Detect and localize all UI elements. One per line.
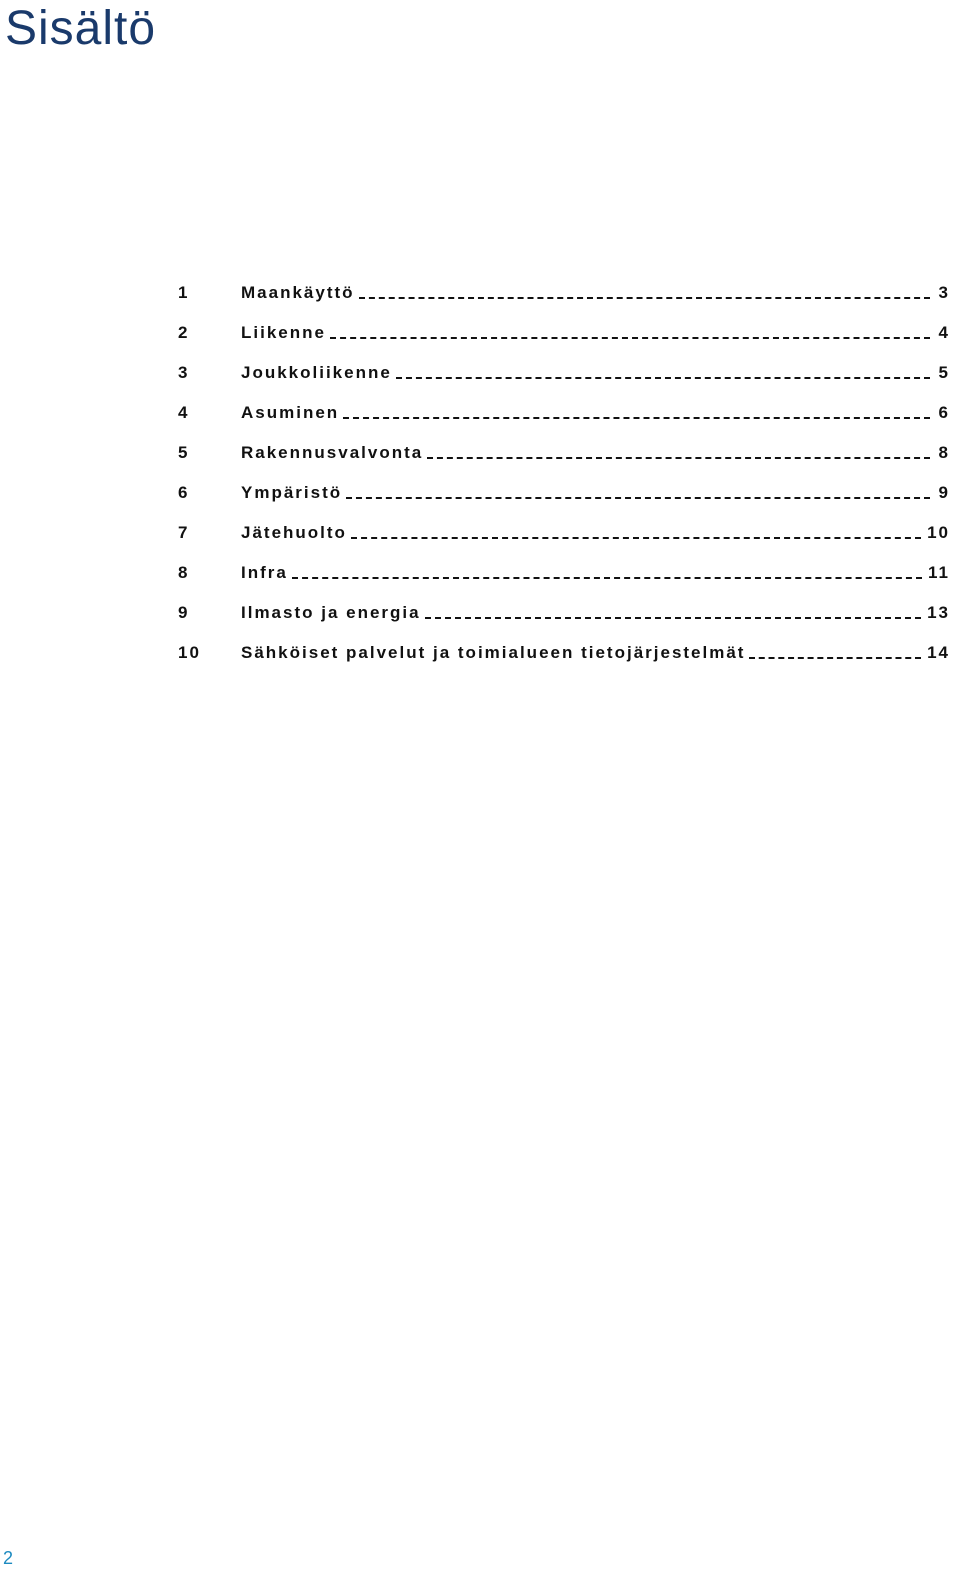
toc-number: 10 — [178, 643, 201, 662]
toc-page: 14 — [927, 643, 950, 662]
toc-row[interactable] — [178, 583, 950, 623]
toc-leader — [330, 337, 930, 339]
toc-label: Sähköiset palvelut ja toimialueen tietojärjestelmät — [241, 643, 746, 662]
toc-page: 3 — [938, 283, 950, 302]
toc-page: 13 — [927, 603, 950, 622]
toc-page: 4 — [938, 323, 950, 342]
toc-label: Ympäristö — [241, 483, 343, 502]
toc-leader — [351, 537, 921, 539]
toc-leader — [359, 297, 930, 299]
toc-page: 9 — [938, 483, 950, 502]
toc-leader — [396, 377, 930, 379]
toc-row[interactable] — [178, 463, 950, 503]
toc-leader — [346, 497, 930, 499]
page-title: Sisältö — [5, 2, 157, 55]
toc-number: 9 — [178, 603, 190, 622]
toc-row[interactable] — [178, 623, 950, 663]
toc-label: Joukkoliikenne — [241, 363, 392, 382]
toc-number: 7 — [178, 523, 190, 542]
toc-row[interactable] — [178, 303, 950, 343]
table-of-contents — [178, 263, 950, 663]
toc-label: Maankäyttö — [241, 283, 355, 302]
toc-row[interactable] — [178, 263, 950, 303]
toc-page: 6 — [938, 403, 950, 422]
toc-number: 2 — [178, 323, 190, 342]
toc-row[interactable] — [178, 383, 950, 423]
footer-page-number: 2 — [3, 1548, 14, 1568]
toc-leader — [343, 417, 930, 419]
toc-number: 4 — [178, 403, 190, 422]
toc-page: 10 — [927, 523, 950, 542]
toc-label: Infra — [241, 563, 288, 582]
toc-page: 8 — [938, 443, 950, 462]
toc-label: Rakennusvalvonta — [241, 443, 424, 462]
toc-label: Asuminen — [241, 403, 340, 422]
toc-number: 6 — [178, 483, 190, 502]
toc-number: 5 — [178, 443, 190, 462]
toc-leader — [425, 617, 921, 619]
toc-page: 5 — [938, 363, 950, 382]
toc-number: 3 — [178, 363, 190, 382]
toc-leader — [292, 577, 922, 579]
toc-label: Jätehuolto — [241, 523, 347, 542]
toc-number: 1 — [178, 283, 190, 302]
toc-number: 8 — [178, 563, 190, 582]
toc-label: Ilmasto ja energia — [241, 603, 421, 622]
toc-row[interactable] — [178, 423, 950, 463]
toc-row[interactable] — [178, 543, 950, 583]
toc-row[interactable] — [178, 343, 950, 383]
toc-label: Liikenne — [241, 323, 326, 342]
toc-leader — [749, 657, 921, 659]
toc-leader — [427, 457, 930, 459]
toc-row[interactable] — [178, 503, 950, 543]
toc-page: 11 — [928, 563, 950, 582]
